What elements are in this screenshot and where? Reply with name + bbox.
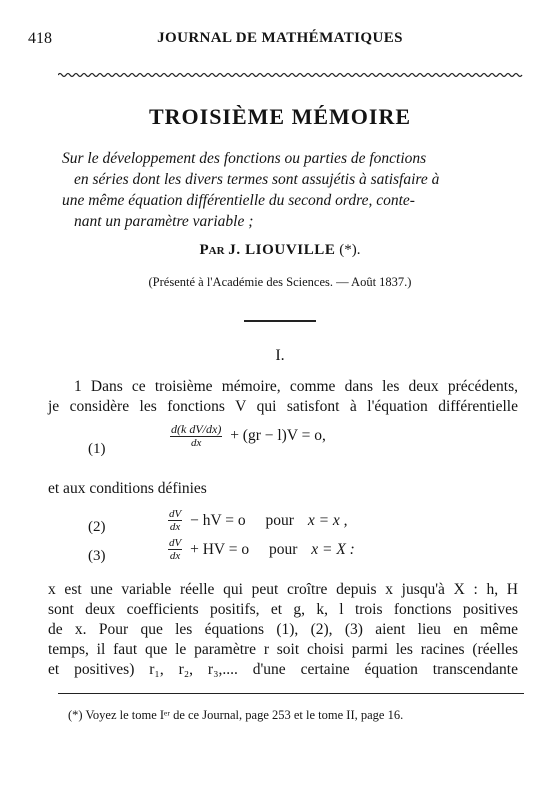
equation-2-label: (2)	[88, 519, 106, 535]
equation-2-fraction: $\frac{dV}{dx}$	[169, 508, 182, 533]
paragraph-line: de x. Pour que les équations (1), (2), (3) aient lieu en même	[48, 621, 518, 638]
paragraph-line: sont deux coefficients positifs, et g, k, l trois fonctions positives	[48, 601, 518, 618]
equation-3-fraction: $\frac{dV}{dx}$	[169, 537, 182, 562]
paragraph-line: 1 Dans ce troisième mémoire, comme dans les deux précédents,	[74, 378, 518, 395]
equation-1-label: (1)	[88, 441, 106, 457]
paragraph-line: x est une variable réelle qui peut croître depuis x jusqu'à X : h, H	[48, 581, 518, 598]
subtitle-line: une même équation différentielle du second ordre, conte-	[62, 192, 415, 209]
equation-1-rest: + (gr − l)V = o,	[230, 426, 326, 444]
presentation-note: (Présenté à l'Académie des Sciences. — Août 1837.)	[148, 275, 412, 289]
equation-3-label: (3)	[88, 548, 106, 564]
equation-1-numerator: d(k dV/dx)	[171, 422, 222, 436]
footnote-rule	[58, 693, 524, 694]
author-name: J. LIOUVILLE	[228, 242, 336, 258]
equation-3	[168, 537, 355, 562]
equation-2-body: − hV = o	[190, 511, 246, 529]
conditions-intro: et aux conditions définies	[48, 480, 207, 497]
subtitle-line: Sur le développement des fonctions ou parties de fonctions	[62, 150, 427, 167]
author-byline	[0, 242, 560, 259]
paragraph-line: je considère les fonctions V qui satisfont à l'équation différentielle	[48, 398, 518, 415]
memoir-title: TROISIÈME MÉMOIRE	[148, 104, 412, 129]
running-title: JOURNAL DE MATHÉMATIQUES	[157, 30, 403, 46]
equation-3-body: + HV = o	[190, 540, 250, 558]
equation-1-fraction	[170, 422, 222, 449]
equation-1	[170, 422, 326, 449]
equation-3-condition: x = X :	[311, 540, 355, 558]
byline-par: Par	[199, 242, 225, 258]
equation-1-denominator: dx	[190, 437, 202, 449]
decorative-wavy-rule	[58, 72, 524, 78]
paragraph-2	[48, 580, 518, 680]
footnote: (*) Voyez le tome Iᵉʳ de ce Journal, page 253 et le tome II, page 16.	[68, 708, 404, 722]
footnote-mark: (*).	[339, 242, 361, 258]
subtitle-line: en séries dont les divers termes sont assujétis à satisfaire à	[74, 171, 440, 188]
equation-3-pour: pour	[268, 540, 298, 558]
memoir-subtitle	[62, 148, 522, 232]
equation-2-pour: pour	[265, 511, 294, 529]
equation-2	[168, 508, 348, 533]
paragraph-line: temps, il faut que le paramètre r soit choisi parmi les racines (réelles	[48, 641, 518, 658]
paragraph-line: et positives) r₁, r₂, r₃,.... d'une certaine équation transcendante	[48, 661, 518, 678]
subtitle-line: nant un paramètre variable ;	[74, 213, 254, 230]
paragraph-1	[48, 377, 518, 417]
section-divider	[244, 320, 316, 322]
section-number: I.	[275, 347, 285, 364]
equation-2-condition: x = x ,	[307, 511, 348, 529]
page-number: 418	[28, 30, 52, 47]
